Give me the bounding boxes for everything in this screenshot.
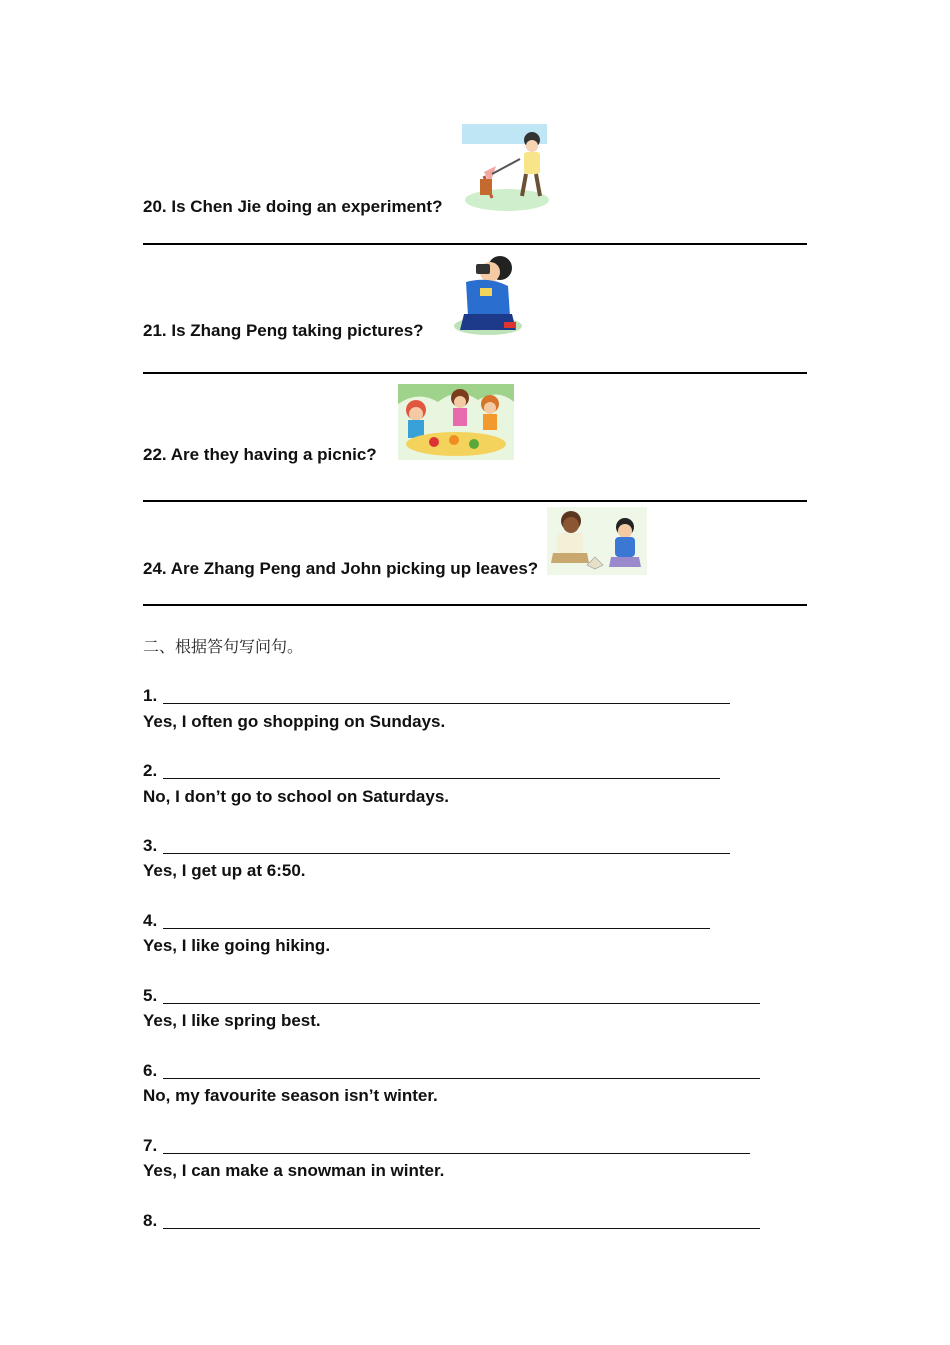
- boy-camera-icon: [450, 252, 528, 336]
- question-21: 21. Is Zhang Peng taking pictures?: [143, 321, 424, 340]
- item-7-answer: Yes, I can make a snowman in winter.: [143, 1161, 445, 1180]
- girl-experiment-icon: [462, 124, 552, 212]
- item-3-number: 3.: [143, 836, 158, 855]
- boys-leaves-icon: [547, 507, 647, 575]
- item-2-answer: No, I don’t go to school on Saturdays.: [143, 787, 449, 806]
- item-1-blank[interactable]: [163, 703, 730, 704]
- question-22: 22. Are they having a picnic?: [143, 445, 377, 464]
- item-7-blank[interactable]: [163, 1153, 750, 1154]
- item-4-answer: Yes, I like going hiking.: [143, 936, 331, 955]
- item-1-answer: Yes, I often go shopping on Sundays.: [143, 712, 446, 731]
- item-4-number: 4.: [143, 911, 158, 930]
- section-title: 二、根据答句写问句。: [143, 637, 304, 656]
- answer-line-21: [143, 372, 807, 374]
- question-24: 24. Are Zhang Peng and John picking up leaves?: [143, 559, 539, 578]
- item-5-number: 5.: [143, 986, 158, 1005]
- item-3-answer: Yes, I get up at 6:50.: [143, 861, 306, 880]
- answer-line-20: [143, 243, 807, 245]
- question-20: 20. Is Chen Jie doing an experiment?: [143, 197, 443, 216]
- answer-line-24: [143, 604, 807, 606]
- item-7-number: 7.: [143, 1136, 158, 1155]
- item-3-blank[interactable]: [163, 853, 730, 854]
- item-5-blank[interactable]: [163, 1003, 760, 1004]
- item-6-answer: No, my favourite season isn’t winter.: [143, 1086, 438, 1105]
- item-2-blank[interactable]: [163, 778, 720, 779]
- item-1-number: 1.: [143, 686, 158, 705]
- answer-line-22: [143, 500, 807, 502]
- item-8-blank[interactable]: [163, 1228, 760, 1229]
- item-2-number: 2.: [143, 761, 158, 780]
- item-8-number: 8.: [143, 1211, 158, 1230]
- item-6-number: 6.: [143, 1061, 158, 1080]
- item-4-blank[interactable]: [163, 928, 710, 929]
- picnic-icon: [398, 384, 514, 460]
- item-6-blank[interactable]: [163, 1078, 760, 1079]
- item-5-answer: Yes, I like spring best.: [143, 1011, 321, 1030]
